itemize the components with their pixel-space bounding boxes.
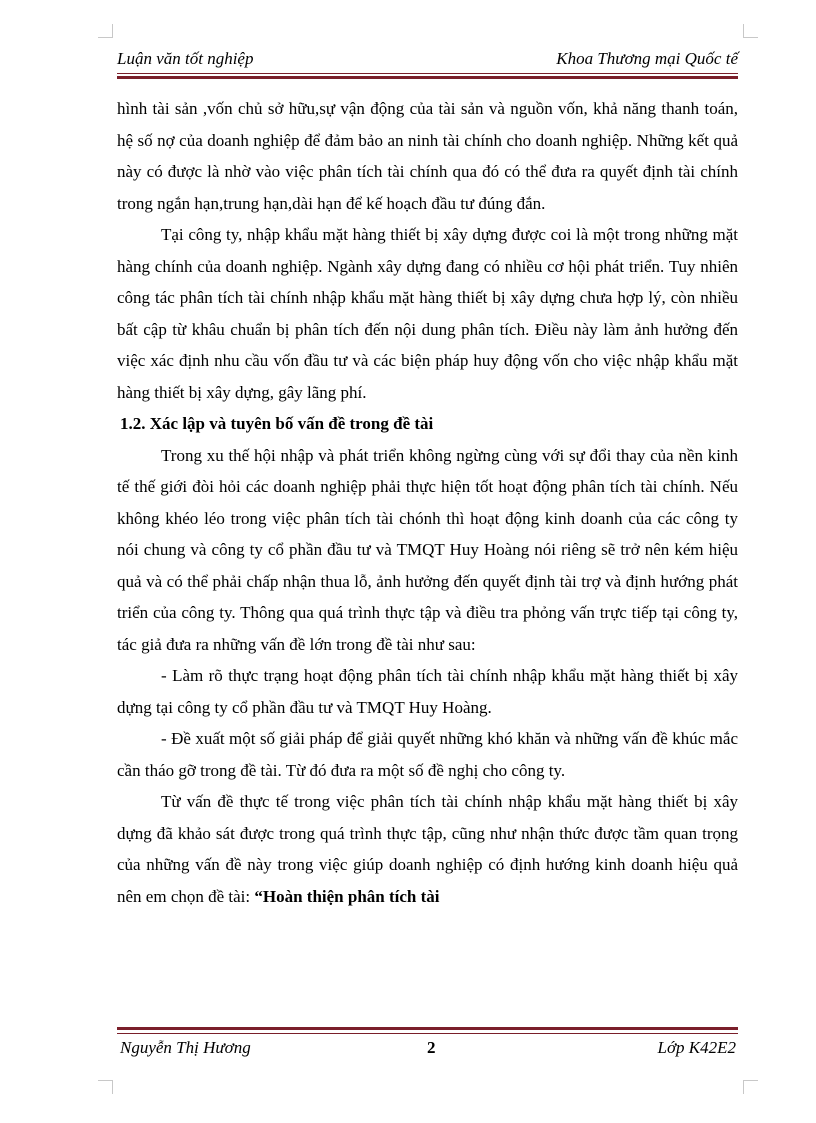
topic-title-start: “Hoàn thiện phân tích tài xyxy=(254,886,440,906)
header-rule-thick xyxy=(117,76,738,79)
header-rule-thin xyxy=(117,73,738,74)
topic-choice-text: Từ vấn đề thực tế trong việc phân tích tài chính nhập khẩu mặt hàng thiết bị xây dựng đã khảo sát được trong quá trình thực tập, cũng như nhận thức được tầm quan trọng của những vấn đề này trong việc giúp doanh nghiệp có định hướng kinh doanh hiệu quả nên em chọn đề tài: xyxy=(117,792,738,906)
footer-author: Nguyễn Thị Hương xyxy=(120,1038,251,1057)
crop-mark xyxy=(744,1080,758,1081)
header-faculty-label: Khoa Thương mại Quốc tế xyxy=(556,49,738,68)
section-heading: 1.2. Xác lập và tuyên bố vấn đề trong đề tài xyxy=(120,414,434,433)
crop-mark xyxy=(112,1080,113,1094)
crop-mark xyxy=(744,37,758,38)
crop-mark xyxy=(743,24,744,38)
crop-mark xyxy=(98,1080,112,1081)
page-body xyxy=(117,93,738,912)
bullet-propose-solutions: - Đề xuất một số giải pháp để giải quyết những khó khăn và những vấn đề khúc mắc cần tháo gỡ trong đề tài. Từ đó đưa ra một số đề nghị cho công ty. xyxy=(117,729,738,780)
crop-mark xyxy=(98,37,112,38)
footer-rule-thin xyxy=(117,1033,738,1034)
crop-mark xyxy=(112,24,113,38)
paragraph-topic-choice xyxy=(117,786,738,912)
paragraph-company-imports: Tại công ty, nhập khẩu mặt hàng thiết bị xây dựng được coi là một trong những mặt hàng chính của doanh nghiệp. Ngành xây dựng đang có nhiều cơ hội phát triển. Tuy nhiên công tác phân tích tài chính nhập khẩu mặt hàng thiết bị xây dựng chưa hợp lý, còn nhiều bất cập từ khâu chuẩn bị phân tích đến nội dung phân tích. Điều này làm ảnh hưởng đến việc xác định nhu cầu vốn đầu tư và các biện pháp huy động vốn cho việc nhập khẩu mặt hàng thiết bị xây dựng, gây lãng phí. xyxy=(117,225,738,402)
crop-mark xyxy=(743,1080,744,1094)
bullet-clarify-status: - Làm rõ thực trạng hoạt động phân tích tài chính nhập khẩu mặt hàng thiết bị xây dựng tại công ty cổ phần đầu tư và TMQT Huy Hoàng. xyxy=(117,666,738,717)
page-header xyxy=(117,49,738,73)
page-number: 2 xyxy=(427,1038,436,1057)
footer-rule-thick xyxy=(117,1027,738,1030)
paragraph-continued: hình tài sản ,vốn chủ sở hữu,sự vận động của tài sản và nguồn vốn, khả năng thanh toán, hệ số nợ của doanh nghiệp để đảm bảo an ninh tài chính cho doanh nghiệp. Những kết quả này có được là nhờ vào việc phân tích tài chính qua đó có thể đưa ra quyết định tài chính trong ngắn hạn,trung hạn,dài hạn để kế hoạch đầu tư đúng đắn. xyxy=(117,99,738,213)
paragraph-context: Trong xu thế hội nhập và phát triển không ngừng cùng với sự đổi thay của nền kinh tế thế giới đòi hỏi các doanh nghiệp phải thực hiện tốt hoạt động phân tích tài chính. Nếu không khéo léo trong việc phân tích tài chónh thì hoạt động kinh doanh của các công ty nói chung và công ty cổ phần đầu tư và TMQT Huy Hoàng nói riêng sẽ trở nên kém hiệu quả và có thể phải chấp nhận thua lỗ, ảnh hưởng đến quyết định tài trợ và định hướng phát triển của công ty. Thông qua quá trình thực tập và điều tra phỏng vấn trực tiếp tại công ty, tác giả đưa ra những vấn đề lớn trong đề tài như sau: xyxy=(117,445,738,654)
header-thesis-label: Luận văn tốt nghiệp xyxy=(117,49,254,68)
page-footer xyxy=(117,1038,738,1062)
footer-class: Lớp K42E2 xyxy=(657,1038,736,1057)
